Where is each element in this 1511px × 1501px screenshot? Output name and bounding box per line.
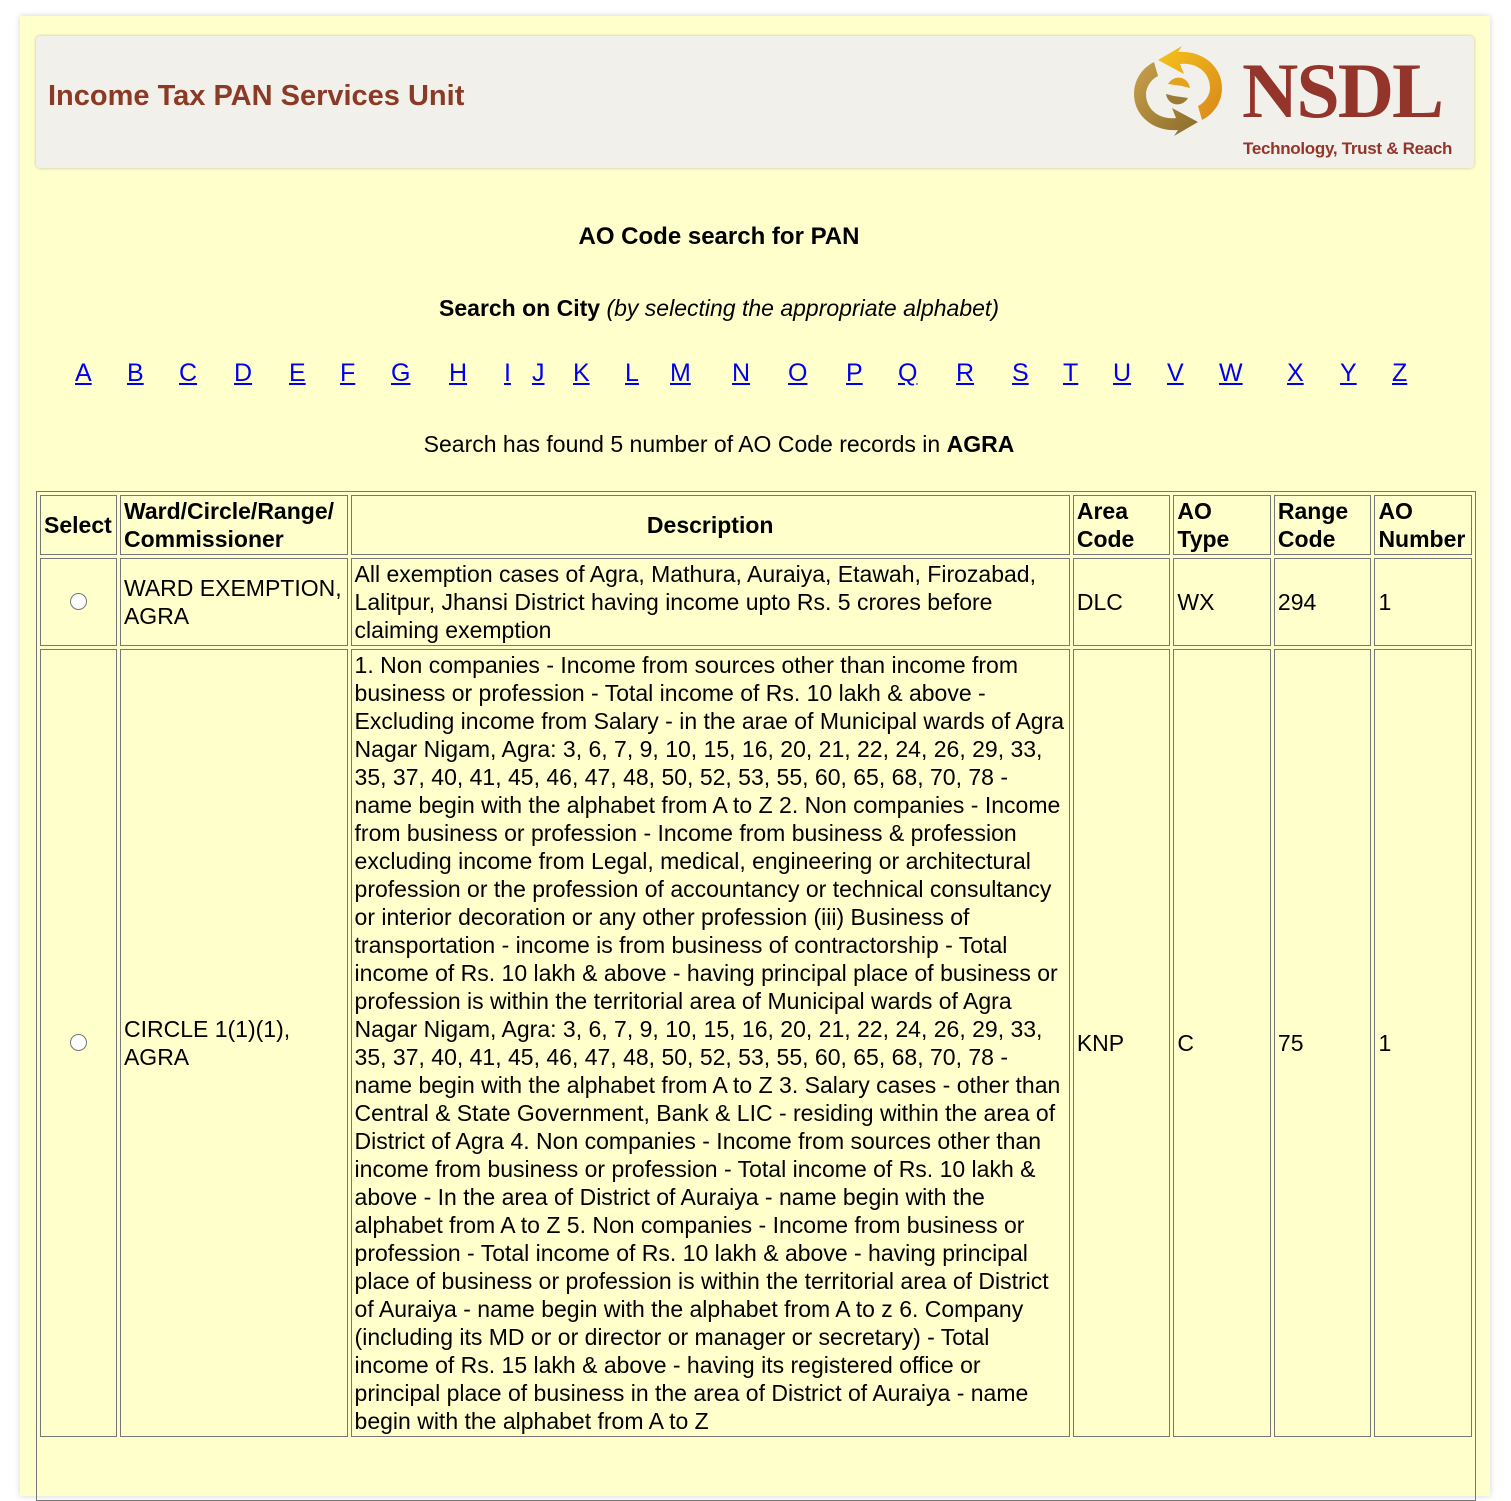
area-code-cell: KNP: [1073, 649, 1171, 1437]
alphabet-link-q[interactable]: Q: [898, 359, 918, 387]
ao-number-cell: 1: [1374, 558, 1472, 646]
table-row: [40, 558, 1472, 646]
alphabet-link-g[interactable]: G: [391, 359, 411, 387]
alphabet-link-d[interactable]: D: [234, 359, 253, 387]
nsdl-logo: [1128, 44, 1468, 162]
page-heading: AO Code search for PAN: [578, 223, 860, 250]
range-code-cell: 75: [1274, 649, 1372, 1437]
alphabet-link-u[interactable]: U: [1113, 359, 1132, 387]
col-header-description: Description: [351, 495, 1070, 555]
logo-wordmark: NSDL: [1242, 47, 1443, 134]
alphabet-link-y[interactable]: Y: [1340, 359, 1357, 387]
alphabet-link-e[interactable]: E: [289, 359, 306, 387]
description-cell: 1. Non companies - Income from sources other than income from business or profession - Total income of Rs. 10 lakh & above - Excluding income from Salary - in the arae of Municipal wards of Agra Nagar Nigam, Agra: 3, 6, 7, 9, 10, 15, 16, 20, 21, 22, 24, 26, 29, 33, 35, 37, 40, 41, 45, 46, 47, 48, 50, 52, 53, 55, 60, 65, 68, 70, 78 - name begin with the alphabet from A to Z 2. Non companies - Income from business or profession - Income from business & profession excluding income from Legal, medical, engineering or architectural profession or the profession of accountancy or technical consultancy or interior decoration or any other profession (iii) Business of transportation - income is from business of contractorship - Total income of Rs. 10 lakh & above - having principal place of business or profession is within the territorial area of Municipal wards of Agra Nagar Nigam, Agra: 3, 6, 7, 9, 10, 15, 16, 20, 21, 22, 24, 26, 29, 33, 35, 37, 40, 41, 45, 46, 47, 48, 50, 52, 53, 55, 60, 65, 68, 70, 78 - name begin with the alphabet from A to Z 3. Salary cases - other than Central & State Government, Bank & LIC - residing within the area of District of Agra 4. Non companies - Income from sources other than income from business or profession - Total income of Rs. 10 lakh & above - In the area of District of Auraiya - name begin with the alphabet from A to Z 5. Non companies - Income from business or profession - Total income of Rs. 10 lakh & above - having principal place of business or profession is within the territorial area of District of Auraiya - name begin with the alphabet from A to z 6. Company (including its MD or or director or manager or secretary) - Total income of Rs. 15 lakh & above - having its registered office or principal place of business in the area of District of Auraiya - name begin with the alphabet from A to Z: [351, 649, 1070, 1437]
alphabet-link-m[interactable]: M: [670, 359, 691, 387]
col-header-ward: Ward/Circle/Range/ Commissioner: [120, 495, 348, 555]
alphabet-link-r[interactable]: R: [956, 359, 975, 387]
search-hint: (by selecting the appropriate alphabet): [606, 295, 999, 321]
alphabet-link-w[interactable]: W: [1219, 359, 1243, 387]
ao-code-table-container: [36, 491, 1476, 1501]
table-header-row: [40, 495, 1472, 555]
col-header-area-code: Area Code: [1073, 495, 1171, 555]
search-label: Search on City: [439, 295, 601, 321]
ward-cell: WARD EXEMPTION, AGRA: [120, 558, 348, 646]
alphabet-link-f[interactable]: F: [340, 359, 356, 387]
alphabet-link-s[interactable]: S: [1012, 359, 1029, 387]
alphabet-link-h[interactable]: H: [449, 359, 468, 387]
result-text: Search has found 5 number of AO Code records in: [423, 431, 941, 457]
ao-type-cell: C: [1173, 649, 1271, 1437]
result-summary: [20, 431, 1418, 458]
alphabet-link-j[interactable]: J: [532, 359, 545, 387]
ward-cell: CIRCLE 1(1)(1), AGRA: [120, 649, 348, 1437]
alphabet-link-x[interactable]: X: [1287, 359, 1304, 387]
area-code-cell: DLC: [1073, 558, 1171, 646]
ao-number-cell: 1: [1374, 649, 1472, 1437]
col-header-select: Select: [40, 495, 117, 555]
alphabet-link-c[interactable]: C: [179, 359, 198, 387]
alphabet-link-a[interactable]: A: [75, 359, 92, 387]
ao-code-table: [37, 492, 1475, 1440]
select-cell: [40, 558, 117, 646]
alphabet-link-n[interactable]: N: [732, 359, 751, 387]
alphabet-link-k[interactable]: K: [573, 359, 590, 387]
result-city: AGRA: [946, 431, 1015, 457]
table-row: [40, 649, 1472, 1437]
site-title: Income Tax PAN Services Unit: [48, 80, 465, 112]
page-frame: [20, 16, 1490, 1496]
select-radio[interactable]: [70, 593, 87, 610]
select-radio[interactable]: [70, 1034, 87, 1051]
description-cell: All exemption cases of Agra, Mathura, Auraiya, Etawah, Firozabad, Lalitpur, Jhansi District having income upto Rs. 5 crores before claiming exemption: [351, 558, 1070, 646]
alphabet-link-v[interactable]: V: [1167, 359, 1184, 387]
col-header-ao-number: AO Number: [1374, 495, 1472, 555]
ao-type-cell: WX: [1173, 558, 1271, 646]
alphabet-link-b[interactable]: B: [127, 359, 144, 387]
logo-tagline: Technology, Trust & Reach: [1243, 139, 1453, 158]
nsdl-swirl-icon: [1128, 44, 1228, 138]
search-instructions: [20, 295, 1418, 322]
col-header-range-code: Range Code: [1274, 495, 1372, 555]
range-code-cell: 294: [1274, 558, 1372, 646]
select-cell: [40, 649, 117, 1437]
alphabet-link-l[interactable]: L: [625, 359, 639, 387]
alphabet-link-o[interactable]: O: [788, 359, 808, 387]
alphabet-link-z[interactable]: Z: [1392, 359, 1408, 387]
col-header-ao-type: AO Type: [1173, 495, 1271, 555]
alphabet-link-t[interactable]: T: [1063, 359, 1079, 387]
alphabet-link-i[interactable]: I: [504, 359, 511, 387]
site-header: [36, 36, 1474, 168]
alphabet-link-p[interactable]: P: [846, 359, 863, 387]
